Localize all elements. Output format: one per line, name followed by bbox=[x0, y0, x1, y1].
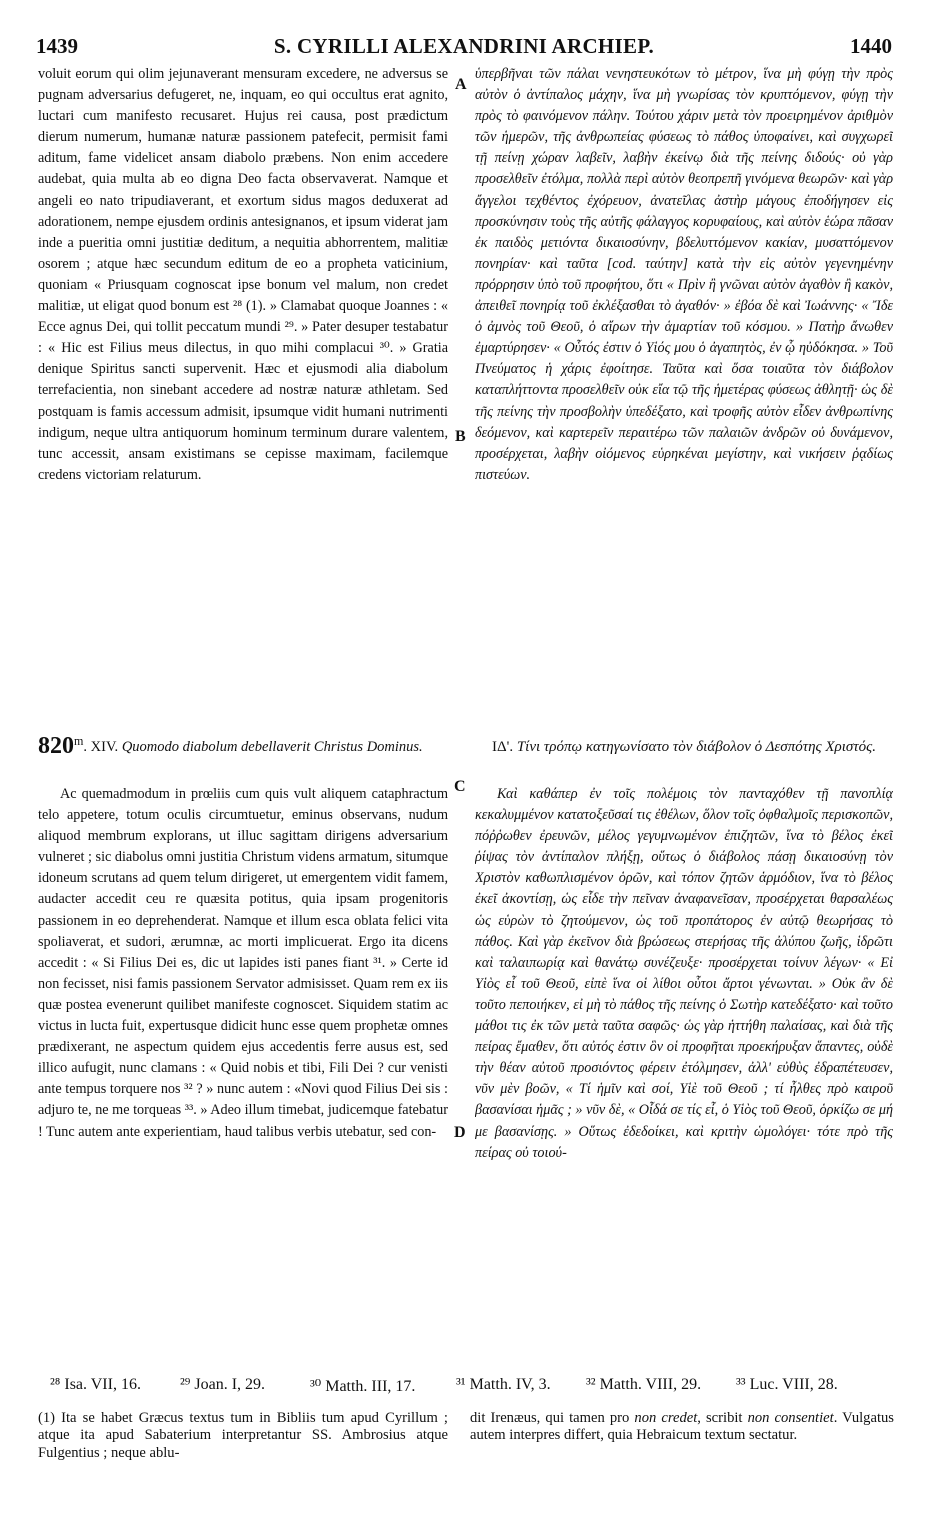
footnote-right bbox=[470, 1410, 894, 1445]
section-label: . XIV. bbox=[83, 738, 119, 755]
right-page-number: 1440 bbox=[850, 34, 892, 58]
footnote-text-a: dit Irenæus, qui tamen pro bbox=[470, 1410, 635, 1426]
latin-column-top bbox=[38, 64, 448, 728]
scripture-ref: ³⁰ Matth. III, 17. bbox=[310, 1378, 416, 1395]
scripture-references bbox=[38, 1376, 894, 1400]
latin-section-heading bbox=[38, 732, 448, 759]
scripture-ref: ²⁹ Joan. I, 29. bbox=[180, 1376, 266, 1393]
footnote-italic-d: non consentiet bbox=[747, 1410, 834, 1426]
page-header bbox=[36, 34, 892, 64]
margin-letter-a: A bbox=[455, 76, 467, 93]
greek-section-heading bbox=[475, 738, 893, 756]
footnote-left bbox=[38, 1410, 448, 1462]
greek-section-title: Τίνι τρόπῳ κατηγωνίσατο τὸν διάβολον ὁ Δεσπότης Χριστός. bbox=[516, 739, 876, 755]
footnote-italic-b: non credet bbox=[634, 1410, 698, 1426]
greek-section-label: ΙΔ'. bbox=[491, 739, 514, 755]
scripture-ref: ³³ Luc. VIII, 28. bbox=[736, 1376, 838, 1393]
footnote-text: (1) Ita se habet Græcus textus tum in Bibliis tum apud Cyrillum ; atque ita apud Sabaterium interpretantur SS. Ambrosius atque Fulgentius ; neque ablu- bbox=[38, 1410, 448, 1461]
scripture-ref: ³¹ Matth. IV, 3. bbox=[456, 1376, 551, 1393]
greek-paragraph: Καὶ καθάπερ ἐν τοῖς πολέμοις τὸν πανταχόθεν τῇ πανοπλίᾳ κεκαλυμμένον κατατοξεῦσαί τις ἐθέλων, ὅλον τοῖς ὀφθαλμοῖς περισκοπῶν, πόῤῥωθεν ἐρευνῶν, μέλος γεγυμνωμένον ἐπιζητῶν, ἵνα τὸ βέλος ἐκεῖ ῥίψας τὸν ἀντίπαλον πλήξῃ, οὕτως ὁ διάβολος πάσῃ δικαιοσύνῃ τὸν Χριστὸν καθωπλισμένον ὁρῶν, καὶ τόπον ζητῶν ἁρμόδιον, ἵνα τὸ βέλος ἐκεῖ ἀκοντίσῃ, ὡς εἶδε τὴν πεῖναν ἀναφανεῖσαν, προσέρχεται θαρσαλέως ὡς εὑρὼν τὸ ζητούμενον, ὡς τοῦ προπάτορος ἐν αὐτῷ θεωρήσας τὸ πάθος. Καὶ γὰρ ἐκεῖνον διὰ βρώσεως στερήσας τῆς ἀλύπου ζωῆς, ἱδρῶτι καὶ ταλαιπωρίᾳ καὶ θανάτῳ συνέζευξε· προσέρχεται τοίνυν λέγων· « Εἰ Υἱὸς εἶ τοῦ Θεοῦ, εἰπὲ ἵνα οἱ λίθοι οὗτοι ἄρτοι γένωνται. » Οὐκ ἂν δὲ τοῦτο πεποιήκεν, εἰ μὴ τὸ πάθος τῆς πείνης ὁ Σωτὴρ κατεδέξατο· καὶ τοῦτο μάθοι τις ἐκ τῶν μετὰ ταῦτα σαφῶς· ὡς γὰρ ἡττήθη παλαίσας, καὶ διὰ τῆς πείρας ἔμαθεν, ὅτι αὐτός ἐστιν ὃν οἱ προφῆται προεκήρυξαν ἅπαντες, οὐδὲ τὴν θέαν αὐτοῦ προσιόντος φέρειν ἐτόλμησεν, ἀλλ' εὐθὺς ἐδραπέτευσεν, νῦν μὲν βοῶν, « Τί ἡμῖν καὶ σοί, Υἱὲ τοῦ Θεοῦ ; τί ἦλθες πρὸ καιροῦ βασανίσαι ἡμᾶς ; » νῦν δὲ, « Οἶδά σε τίς εἶ, ὁ Υἱὸς τοῦ Θεοῦ, ὁρκίζω σε μή με βασανίσῃς. » Οὕτως ἐδεδοίκει, καὶ κριτὴν ὡμολόγει· τότε πρὸ τῆς πείρας οὐ τοιού- bbox=[475, 786, 893, 1161]
section-number-sup: m bbox=[74, 734, 84, 748]
margin-letter-d: D bbox=[454, 1124, 466, 1141]
section-title: Quomodo diabolum debellaverit Christus Dominus. bbox=[121, 738, 423, 755]
left-page-number: 1439 bbox=[36, 34, 78, 58]
margin-letter-b: B bbox=[455, 428, 466, 445]
latin-paragraph: Ac quemadmodum in prœliis cum quis vult aliquem cataphractum telo appetere, totum oculis circumtuetur, eminus observans, nudum aliquod membrum explorans, ut illuc sagittam dirigens adversarium vulneret ; sic diabolus omni justitia Christum videns armatum, situmque idoneum scrutans ad quem telum dirigeret, ut emergentem vidit famem, audacter accedit ceu re quæsita potitus, quia ipsam progenitoris passionem in eo deprehenderat. Namque et illum esca oblata felici vita spoliaverat, et sudori, ærumnæ, ac morti implicuerat. Ergo ita dicens accedit : « Si Filius Dei es, dic ut lapides isti panes fiant ³¹. » Certe id non fecisset, nisi famis passionem Servator admisisset. Quam rem ex iis quæ postea evenerunt quilibet manifeste cognoscet. Siquidem statim ac victus in lucta fuit, expertusque didicit hunc esse quem prophetæ omnes prædixerant, ne aspectum quidem ejus accedentis ferre ausus est, sed illico aufugit, nunc clamans : « Quid nobis et tibi, Fili Dei ? cur venisti ante tempus torquere nos ³² ? » nunc autem : «Novi quod Filius Dei sis : adjuro te, ne me torqueas ³³. » Adeo illum timebat, judicemque fatebatur ! Tunc autem ante experientiam, haud talibus verbis utebatur, sed con- bbox=[38, 786, 448, 1140]
scripture-ref: ³² Matth. VIII, 29. bbox=[586, 1376, 702, 1393]
greek-paragraph: ὑπερβῆναι τῶν πάλαι νενηστευκότων τὸ μέτρον, ἵνα μὴ φύγῃ τὴν πρὸς αὐτὸν ὁ ἀντίπαλος μάχην, ἵνα μὴ γνωρίσας τὸν κρυπτόμενον, φύγῃ τὴν πρὸς τὸ φαινόμενον πάλην. Τούτου χάριν μετὰ τὸν προειρημένον ἀριθμὸν τῶν ἡμερῶν, τῆς ἀνθρωπείας φύσεως τὸ πάθος ὑποφαίνει, καὶ συγχωρεῖ τῇ πείνῃ χώραν λαβεῖν, λαβὴν ἐκείνῳ διὰ τῆς πείνης διδούς· οὐ γὰρ προσελθεῖν ἐτόλμα, πολλὰ περὶ αὐτὸν θεοπρεπῆ γινόμενα θεωρῶν· καὶ γὰρ ἄγγελοι τεχθέντος ἐχόρευον, ἀνατεῖλας ἀστὴρ μάγους ἐποδήγησεν εἰς προσκύνησιν τοὺς τῆς αὐτῆς φάλαγγος κορυφαίους, καὶ αὐτὸν ἑώρα πᾶσαν ἐκ παιδὸς μετιόντα δικαιοσύνην, βδελυττόμενον κακίαν, μυσαττόμενον πονηρίαν· καὶ ταῦτα [cod. ταύτην] κατὰ τὴν εἰς αὐτὸν γεγενημένην πρόρρησιν ὑπὸ τοῦ προφήτου, ὅτι « Πρὶν ἢ γνῶναι αὐτὸν ἀγαθὸν ἢ κακὸν, ἀπειθεῖ πονηρίᾳ τοῦ ἐκλέξασθαι τὸ ἀγαθόν· » ἐβόα δὲ καὶ Ἰωάννης· « Ἴδε ὁ ἀμνὸς τοῦ Θεοῦ, ὁ αἴρων τὴν ἁμαρτίαν τοῦ κόσμου. » Πατὴρ ἄνωθεν ἐμαρτύρησεν· « Οὗτός ἐστιν ὁ Υἱός μου ὁ ἀγαπητὸς, ἐν ᾧ ηὐδόκησα. » Τοῦ Πνεύματος ἡ χάρις ἐφοίτησε. Ταῦτα καὶ ὅσα τοιαῦτα τὸν διάβολον καταπλήττοντα προσελθεῖν οὐκ εἴα τῷ τῆς ἡμετέρας φύσεως ἀθλητῇ· ὡς δὲ τῆς πείνης τὴν προσβολὴν ὑπεδέξατο, καὶ τροφῆς αὐτὸν εἶδεν ἀνθρωπίνης δεόμενον, καὶ καρτερεῖν περαιτέρω τῶν παλαιῶν ἀνδρῶν οὐ δυνάμενον, προσέρχεται, λαβὴν οἰόμενος εὑρηκέναι μεγίστην, καὶ νικήσειν ῥᾳδίως πιστεύων. bbox=[475, 66, 893, 483]
margin-letter-c: C bbox=[454, 778, 466, 795]
greek-column-bottom bbox=[475, 784, 893, 1370]
scripture-ref: ²⁸ Isa. VII, 16. bbox=[50, 1376, 141, 1393]
footnote-text-c: , scribit bbox=[697, 1410, 748, 1426]
running-title: S. CYRILLI ALEXANDRINI ARCHIEP. bbox=[273, 34, 655, 58]
latin-column-bottom bbox=[38, 784, 448, 1370]
greek-column-top bbox=[475, 64, 893, 706]
latin-paragraph: voluit eorum qui olim jejunaverant mensuram excedere, ne adversus se pugnam adversarius defugeret, ne, inquam, eo qui occultus erat agnito, luctari cum manifesto recusaret. Hujus rei causa, post prædictum dierum numerum, humanæ naturæ passionem patefecit, permisit fami aditum, fame videlicet ansam diabolo præbens. Non enim accedere audebat, quia multa ab eo digna Deo facta observaverat. Namque et angeli eo nato tripudiaverant, et exortum sidus magos deduxerat ad adorationem, nempe ejusdem ordinis antesignanos, et ipsum viderat jam inde a pueritia omni justitiæ deditum, a nequitia abhorrentem, malitiæ osorem ; atque hæc secundum editum de eo a propheta vaticinium, quoniam « Priusquam cognoscat ipse bonum vel malum, non credet malitiæ, ut eligat quod bonum est ²⁸ (1). » Clamabat quoque Joannes : « Ecce agnus Dei, qui tollit peccatum mundi ²⁹. » Pater desuper testabatur : « Hic est Filius meus dilectus, in quo mihi complacui ³⁰. » Gratia denique Spiritus sancti supervenit. Hæc et ejusmodi alia diabolum terrefacientia, non sinebant accedere ad nostræ naturæ athletam. Sed postquam is famis accessum admisit, ipsumque vidit humani nutrimenti indigum, neque ultra antiquorum hominum terminum durare valentem, tunc accessit, ansam existimans se cepisse maximam, facilemque credens victoriam relaturum. bbox=[38, 66, 448, 483]
footnote-text-e: . Vulgatus autem interpres differt, quia Hebraicum textum sectatur. bbox=[470, 1410, 894, 1444]
section-number: 820 bbox=[38, 732, 74, 759]
